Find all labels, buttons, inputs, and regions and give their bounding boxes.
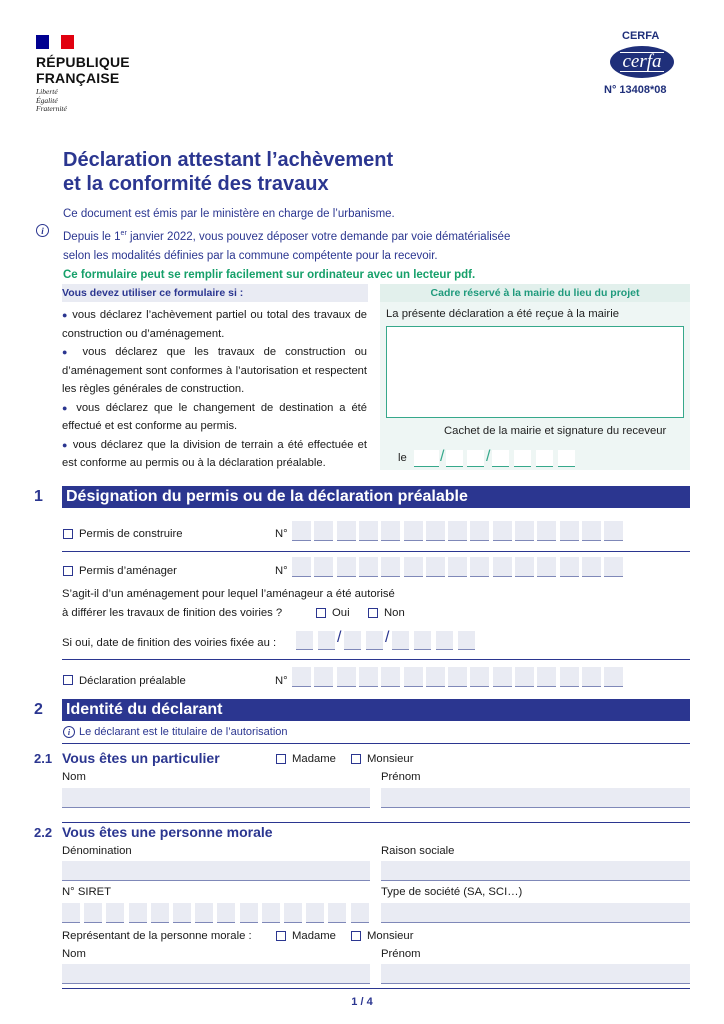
title-line2: et la conformité des travaux	[63, 173, 329, 195]
usage-item-text: vous déclarez que la division de terrain a été effectuée et est conforme au permis ou à la déclaration préalable.	[62, 438, 367, 469]
mairie-date-cell[interactable]	[422, 450, 439, 467]
permis-construire-digit-cell[interactable]	[604, 521, 623, 541]
declaration-prealable-digit-cell[interactable]	[515, 667, 534, 687]
permis-amenager-digit-cell[interactable]	[604, 557, 623, 577]
date-finition-cell[interactable]	[458, 631, 475, 650]
question-line1: S’agit-il d’un aménagement pour lequel l’aménageur a été autorisé	[62, 588, 395, 600]
siret-digit-cell[interactable]	[240, 903, 258, 923]
bullet-icon: ●	[62, 347, 74, 357]
cerfa-logo-text: cerfa	[622, 51, 662, 72]
siret-label: N° SIRET	[62, 886, 112, 898]
date-slash: /	[486, 448, 491, 465]
representant-monsieur-label: Monsieur	[367, 930, 414, 942]
permis-construire-digit-cell[interactable]	[337, 521, 356, 541]
title-line1: Déclaration attestant l’achèvement	[63, 149, 394, 171]
declaration-prealable-label: Déclaration préalable	[79, 675, 186, 687]
permis-construire-digit-cell[interactable]	[359, 521, 378, 541]
permis-amenager-digit-cell[interactable]	[515, 557, 534, 577]
intro-line2	[63, 224, 563, 247]
permis-construire-digit-cell[interactable]	[404, 521, 423, 541]
declaration-prealable-digit-cell[interactable]	[470, 667, 489, 687]
mairie-header: Cadre réservé à la mairie du lieu du projet	[380, 284, 690, 302]
usage-item-text: vous déclarez l’achèvement partiel ou total des travaux de construction ou d’aménagement.	[62, 309, 368, 340]
oui-checkbox[interactable]	[316, 608, 326, 618]
numero-label: N°	[275, 528, 288, 540]
permis-amenager-label: Permis d’aménager	[79, 565, 177, 577]
representant-madame-checkbox[interactable]	[276, 931, 286, 941]
oui-label: Oui	[332, 607, 350, 619]
madame-checkbox[interactable]	[276, 754, 286, 764]
raison-sociale-label: Raison sociale	[381, 845, 455, 857]
siret-digit-cell[interactable]	[306, 903, 324, 923]
permis-construire-digit-cell[interactable]	[582, 521, 601, 541]
declarant-note: Le déclarant est le titulaire de l’autorisation	[79, 726, 288, 738]
mairie-date-cell[interactable]	[536, 450, 553, 467]
siret-digit-cell[interactable]	[351, 903, 369, 923]
divider	[62, 743, 690, 744]
intro-line1: Ce document est émis par le ministère en charge de l’urbanisme.	[63, 208, 395, 220]
date-slash: /	[440, 448, 445, 465]
intro-line2-post: janvier 2022, vous pouvez déposer votre demande par voie dématérialisée	[126, 230, 511, 243]
section1-number: 1	[34, 488, 43, 505]
date-finition-cell[interactable]	[414, 631, 431, 650]
mairie-received-label: La présente déclaration a été reçue à la mairie	[386, 308, 619, 320]
type-societe-label: Type de société (SA, SCI…)	[381, 886, 523, 898]
siret-digit-cell[interactable]	[284, 903, 302, 923]
intro-text	[63, 205, 563, 285]
usage-header: Vous devez utiliser ce formulaire si :	[62, 284, 368, 302]
prenom-input[interactable]	[381, 788, 690, 808]
bullet-icon: ●	[62, 402, 71, 413]
siret-digit-cell[interactable]	[217, 903, 235, 923]
intro-line2-sup: er	[120, 230, 127, 237]
date-finition-cell[interactable]	[392, 631, 409, 650]
declaration-prealable-digit-cell[interactable]	[404, 667, 423, 687]
cerfa-logo	[610, 46, 674, 78]
subsection-2-1-number: 2.1	[34, 751, 53, 766]
mairie-cachet-label: Cachet de la mairie et signature du receveur	[444, 425, 667, 437]
declaration-prealable-digit-cell[interactable]	[381, 667, 400, 687]
cerfa-label: CERFA	[622, 30, 660, 42]
mairie-stamp-field[interactable]	[386, 326, 684, 418]
nom-label: Nom	[62, 771, 86, 783]
section2-title: Identité du déclarant	[62, 699, 690, 721]
date-finition-cell[interactable]	[436, 631, 453, 650]
usage-item-text: vous déclarez que les travaux de construction ou d’aménagement sont conformes à l’autorisation et respectent les règles générales de construction.	[62, 346, 368, 395]
permis-construire-digit-cell[interactable]	[426, 521, 445, 541]
siret-digit-cell[interactable]	[262, 903, 280, 923]
motto-liberte: Liberté	[36, 87, 58, 96]
subsection-2-2-number: 2.2	[34, 825, 53, 840]
date-finition-cell[interactable]	[296, 631, 313, 650]
siret-digit-cell[interactable]	[62, 903, 80, 923]
permis-construire-digit-cell[interactable]	[448, 521, 467, 541]
siret-digit-cell[interactable]	[173, 903, 191, 923]
permis-construire-digit-cell[interactable]	[381, 521, 400, 541]
declaration-prealable-digit-cell[interactable]	[359, 667, 378, 687]
type-societe-input[interactable]	[381, 903, 690, 923]
siret-digit-cell[interactable]	[84, 903, 102, 923]
motto-egalite: Égalité	[36, 95, 58, 105]
bullet-icon: ●	[62, 310, 69, 320]
declaration-prealable-digit-cell[interactable]	[582, 667, 601, 687]
french-flag-logo	[36, 35, 74, 49]
declaration-prealable-checkbox[interactable]	[63, 675, 73, 685]
representant-nom-label: Nom	[62, 948, 86, 960]
question-line2: à différer les travaux de finition des voiries ?	[62, 607, 283, 619]
usage-item	[62, 306, 367, 343]
mairie-date-cell[interactable]	[492, 450, 509, 467]
usage-item	[62, 399, 367, 436]
usage-item	[62, 343, 367, 399]
representant-monsieur-checkbox[interactable]	[351, 931, 361, 941]
permis-amenager-digit-cell[interactable]	[314, 557, 333, 577]
permis-construire-digit-cell[interactable]	[515, 521, 534, 541]
permis-construire-digit-cell[interactable]	[314, 521, 333, 541]
siret-digit-cell[interactable]	[328, 903, 346, 923]
declaration-prealable-digit-cell[interactable]	[560, 667, 579, 687]
denomination-input[interactable]	[62, 861, 370, 881]
permis-amenager-digit-cell[interactable]	[582, 557, 601, 577]
permis-amenager-digit-cell[interactable]	[426, 557, 445, 577]
representant-prenom-input[interactable]	[381, 964, 690, 984]
date-finition-label: Si oui, date de finition des voiries fixée au :	[62, 637, 277, 649]
permis-construire-digit-cell[interactable]	[560, 521, 579, 541]
mairie-date-cell[interactable]	[467, 450, 484, 467]
section2-number: 2	[34, 701, 43, 718]
siret-digit-cell[interactable]	[151, 903, 169, 923]
intro-line2-pre: Depuis le 1	[63, 230, 121, 243]
subsection-2-2-title: Vous êtes une personne morale	[62, 824, 273, 840]
permis-amenager-digit-cell[interactable]	[560, 557, 579, 577]
permis-construire-checkbox[interactable]	[63, 529, 73, 539]
divider	[62, 822, 690, 823]
permis-construire-digit-cell[interactable]	[493, 521, 512, 541]
usage-list	[62, 306, 367, 473]
usage-item-text: vous déclarez que le changement de destination a été effectué et est conforme au permis.	[62, 401, 367, 432]
mairie-date-cell[interactable]	[514, 450, 531, 467]
mairie-date-label: le	[398, 452, 407, 464]
prenom-label: Prénom	[381, 771, 421, 783]
motto-fraternite: Fraternité	[36, 104, 67, 114]
date-finition-cell[interactable]	[318, 631, 335, 650]
republic-name	[36, 54, 130, 86]
permis-construire-label: Permis de construire	[79, 528, 183, 540]
subsection-2-1-title: Vous êtes un particulier	[62, 750, 220, 766]
declaration-prealable-digit-cell[interactable]	[426, 667, 445, 687]
intro-line4-pdf-note: Ce formulaire peut se remplir facilement sur ordinateur avec un lecteur pdf.	[63, 268, 476, 281]
info-icon: i	[36, 224, 49, 237]
denomination-label: Dénomination	[62, 845, 132, 857]
numero-label: N°	[275, 565, 288, 577]
date-slash: /	[337, 629, 342, 646]
raison-sociale-input[interactable]	[381, 861, 690, 881]
permis-amenager-digit-cell[interactable]	[470, 557, 489, 577]
representant-madame-label: Madame	[292, 930, 336, 942]
madame-label: Madame	[292, 753, 336, 765]
republic-line2: FRANÇAISE	[36, 70, 120, 86]
divider	[62, 551, 690, 552]
declaration-prealable-digit-cell[interactable]	[448, 667, 467, 687]
permis-amenager-digit-cell[interactable]	[493, 557, 512, 577]
divider	[62, 659, 690, 660]
date-slash: /	[385, 629, 390, 646]
mairie-date-cell[interactable]	[446, 450, 463, 467]
intro-line3: selon les modalités définies par la commune compétente pour la recevoir.	[63, 249, 438, 262]
siret-digit-cell[interactable]	[106, 903, 124, 923]
permis-construire-digit-cell[interactable]	[292, 521, 311, 541]
usage-item	[62, 436, 367, 473]
nom-input[interactable]	[62, 788, 370, 808]
representant-prenom-label: Prénom	[381, 948, 421, 960]
permis-amenager-digit-cell[interactable]	[292, 557, 311, 577]
mairie-date-cell[interactable]	[558, 450, 575, 467]
declaration-prealable-digit-cell[interactable]	[292, 667, 311, 687]
page-number: 1 / 4	[351, 996, 373, 1008]
date-finition-cell[interactable]	[366, 631, 383, 650]
permis-construire-digit-cell[interactable]	[537, 521, 556, 541]
non-checkbox[interactable]	[368, 608, 378, 618]
monsieur-label: Monsieur	[367, 753, 414, 765]
date-finition-cell[interactable]	[344, 631, 361, 650]
monsieur-checkbox[interactable]	[351, 754, 361, 764]
non-label: Non	[384, 607, 405, 619]
section1-title: Désignation du permis ou de la déclaration préalable	[62, 486, 690, 508]
permis-amenager-digit-cell[interactable]	[337, 557, 356, 577]
bullet-icon: ●	[62, 439, 69, 450]
permis-amenager-digit-cell[interactable]	[448, 557, 467, 577]
numero-label: N°	[275, 675, 288, 687]
siret-digit-cell[interactable]	[129, 903, 147, 923]
info-icon: i	[63, 726, 75, 738]
permis-amenager-digit-cell[interactable]	[404, 557, 423, 577]
divider	[62, 988, 690, 989]
republic-motto	[36, 88, 67, 114]
siret-digit-cell[interactable]	[195, 903, 213, 923]
permis-amenager-digit-cell[interactable]	[381, 557, 400, 577]
representant-nom-input[interactable]	[62, 964, 370, 984]
representant-label: Représentant de la personne morale :	[62, 930, 252, 942]
permis-amenager-digit-cell[interactable]	[359, 557, 378, 577]
page-title	[63, 148, 393, 196]
republic-line1: RÉPUBLIQUE	[36, 54, 130, 70]
permis-amenager-checkbox[interactable]	[63, 566, 73, 576]
declaration-prealable-digit-cell[interactable]	[604, 667, 623, 687]
declaration-prealable-digit-cell[interactable]	[314, 667, 333, 687]
cerfa-number: N° 13408*08	[604, 84, 667, 96]
permis-amenager-digit-cell[interactable]	[537, 557, 556, 577]
declaration-prealable-digit-cell[interactable]	[493, 667, 512, 687]
permis-construire-digit-cell[interactable]	[470, 521, 489, 541]
declaration-prealable-digit-cell[interactable]	[337, 667, 356, 687]
declaration-prealable-digit-cell[interactable]	[537, 667, 556, 687]
